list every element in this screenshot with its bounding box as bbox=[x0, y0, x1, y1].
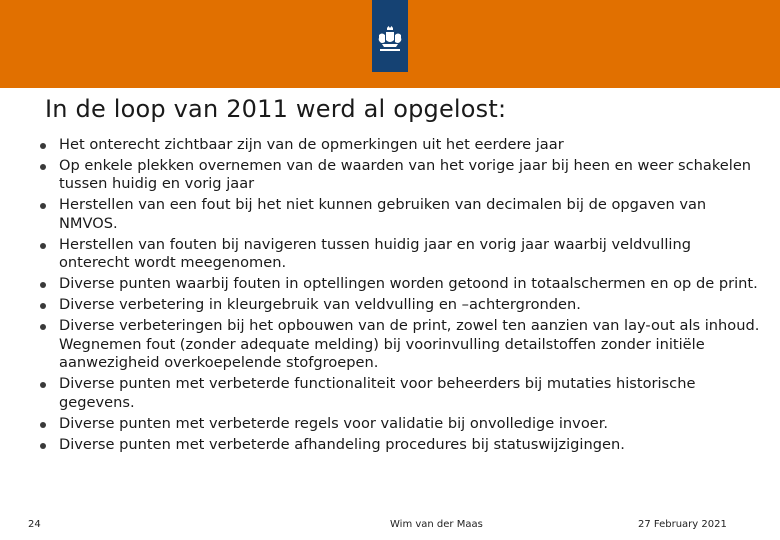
bullet-icon bbox=[40, 282, 46, 288]
list-item-text: Diverse punten met verbeterde functionaliteit voor beheerders bij mutaties historische gegevens. bbox=[59, 375, 696, 411]
logo-strip bbox=[372, 0, 408, 72]
list-item bbox=[40, 275, 765, 294]
list-item-text: Herstellen van fouten bij navigeren tussen huidig jaar en vorig jaar waarbij veldvulling onterecht wordt meegenomen. bbox=[59, 235, 691, 272]
list-item bbox=[40, 296, 765, 315]
bullet-icon bbox=[40, 203, 46, 209]
list-item-text: Op enkele plekken overnemen van de waarden van het vorige jaar bij heen en weer schakelen tussen huidig en vorig jaar bbox=[59, 156, 752, 193]
bullet-icon bbox=[40, 143, 46, 149]
coat-of-arms-icon bbox=[376, 26, 404, 58]
list-item-text: Diverse verbeteringen bij het opbouwen van de print, zowel ten aanzien van lay-out als inhoud. Wegnemen fout (zonder adequate melding) bij voorinvulling detailstoffen zonder initiële aanwezigheid overkoepelende stofgroepen. bbox=[59, 317, 760, 372]
bullet-icon bbox=[40, 422, 46, 428]
bullet-icon bbox=[40, 382, 46, 388]
list-item-text: Diverse punten met verbeterde regels voor validatie bij onvolledige invoer. bbox=[59, 414, 609, 432]
list-item bbox=[40, 317, 765, 373]
list-item bbox=[40, 236, 765, 273]
bullet-icon bbox=[40, 243, 46, 249]
list-item bbox=[40, 415, 765, 434]
list-item-text: Diverse verbetering in kleurgebruik van veldvulling en –achtergronden. bbox=[59, 296, 581, 314]
list-item bbox=[40, 136, 765, 155]
list-item-text: Diverse punten waarbij fouten in optellingen worden getoond in totaalschermen en op de print. bbox=[59, 275, 758, 293]
bullet-list bbox=[40, 136, 765, 456]
bullet-icon bbox=[40, 443, 46, 449]
bullet-icon bbox=[40, 303, 46, 309]
list-item bbox=[40, 436, 765, 455]
bullet-icon bbox=[40, 164, 46, 170]
list-item bbox=[40, 157, 765, 194]
list-item-text: Het onterecht zichtbaar zijn van de opmerkingen uit het eerdere jaar bbox=[59, 136, 564, 153]
page-number: 24 bbox=[28, 519, 41, 530]
list-item-text: Diverse punten met verbeterde afhandeling procedures bij statuswijzigingen. bbox=[59, 435, 625, 453]
list-item bbox=[40, 375, 765, 412]
footer-author: Wim van der Maas bbox=[390, 519, 483, 530]
list-item-text: Herstellen van een fout bij het niet kunnen gebruiken van decimalen bij de opgaven van NMVOS. bbox=[59, 196, 707, 232]
bullet-icon bbox=[40, 324, 46, 330]
footer-date: 27 February 2021 bbox=[638, 519, 727, 530]
list-item bbox=[40, 196, 765, 233]
header-banner bbox=[0, 0, 780, 88]
slide-title: In de loop van 2011 werd al opgelost: bbox=[45, 95, 507, 123]
